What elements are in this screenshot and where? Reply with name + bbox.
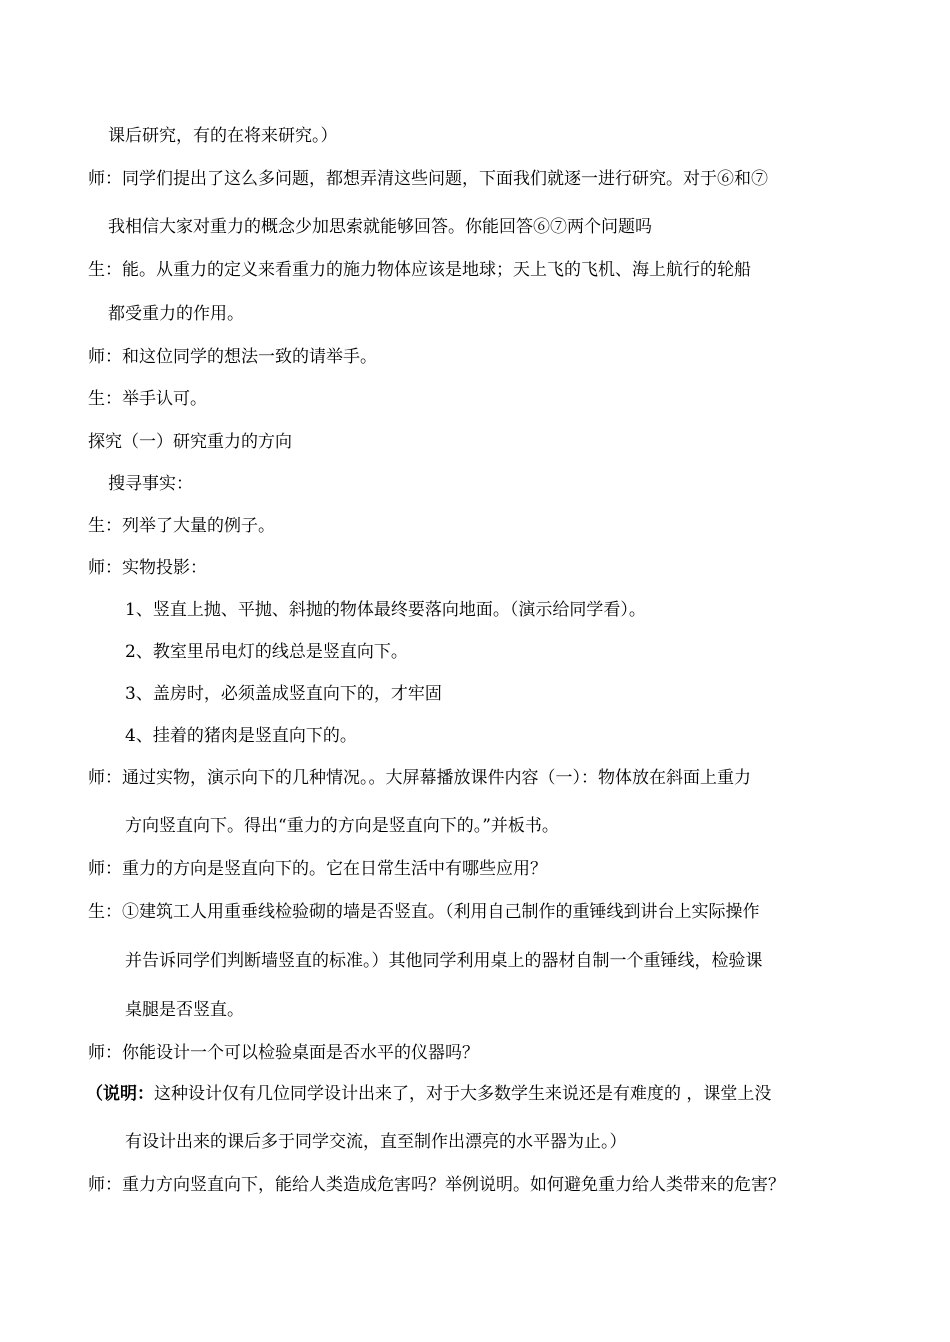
text-line: 师：重力方向竖直向下，能给人类造成危害吗？举例说明。如何避免重力给人类带来的危害？ — [88, 1175, 785, 1195]
text-line: 生：举手认可。 — [88, 389, 207, 409]
text-line: 生：能。从重力的定义来看重力的施力物体应该是地球；天上飞的飞机、海上航行的轮船 — [88, 260, 751, 280]
text-line: 方向竖直向下。得出“重力的方向是竖直向下的。”并板书。 — [125, 816, 559, 836]
note-text: 这种设计仅有几位同学设计出来了，对于大多数学生来说还是有难度的 ，课堂上没 — [154, 1084, 772, 1104]
text-line: 生：①建筑工人用重垂线检验砌的墙是否竖直。（利用自己制作的重锤线到讲台上实际操作 — [88, 902, 760, 922]
text-line: 师：和这位同学的想法一致的请举手。 — [88, 347, 377, 367]
list-item: 1、竖直上抛、平抛、斜抛的物体最终要落向地面。（演示给同学看）。 — [125, 600, 646, 620]
note-line: 有设计出来的课后多于同学交流，直至制作出漂亮的水平器为止。） — [125, 1132, 627, 1152]
list-item: 3、盖房时，必须盖成竖直向下的，才牢固 — [125, 684, 442, 704]
text-line: 搜寻事实： — [108, 474, 193, 494]
list-item: 2、教室里吊电灯的线总是竖直向下。 — [125, 642, 408, 662]
text-line: 课后研究，有的在将来研究。） — [108, 126, 338, 146]
list-item: 4、挂着的猪肉是竖直向下的。 — [125, 726, 357, 746]
text-line: 师：通过实物，演示向下的几种情况。。大屏幕播放课件内容（一）：物体放在斜面上重力 — [88, 768, 751, 788]
text-line: 师：同学们提出了这么多问题，都想弄清这些问题，下面我们就逐一进行研究。对于⑥和⑦ — [88, 169, 768, 189]
text-line: 桌腿是否竖直。 — [125, 1000, 244, 1020]
text-line: 都受重力的作用。 — [108, 304, 244, 324]
note-label: （说明： — [86, 1084, 154, 1104]
text-line: 生：列举了大量的例子。 — [88, 516, 275, 536]
note-line — [86, 1083, 771, 1105]
text-line: 我相信大家对重力的概念少加思索就能够回答。你能回答⑥⑦两个问题吗 — [108, 217, 652, 237]
section-heading: 探究（一）研究重力的方向 — [88, 432, 292, 452]
text-line: 师：重力的方向是竖直向下的。它在日常生活中有哪些应用？ — [88, 859, 547, 879]
text-line: 师：实物投影： — [88, 558, 207, 578]
text-line: 并告诉同学们判断墙竖直的标准。）其他同学利用桌上的器材自制一个重锤线，检验课 — [125, 951, 763, 971]
text-line: 师：你能设计一个可以检验桌面是否水平的仪器吗？ — [88, 1043, 479, 1063]
